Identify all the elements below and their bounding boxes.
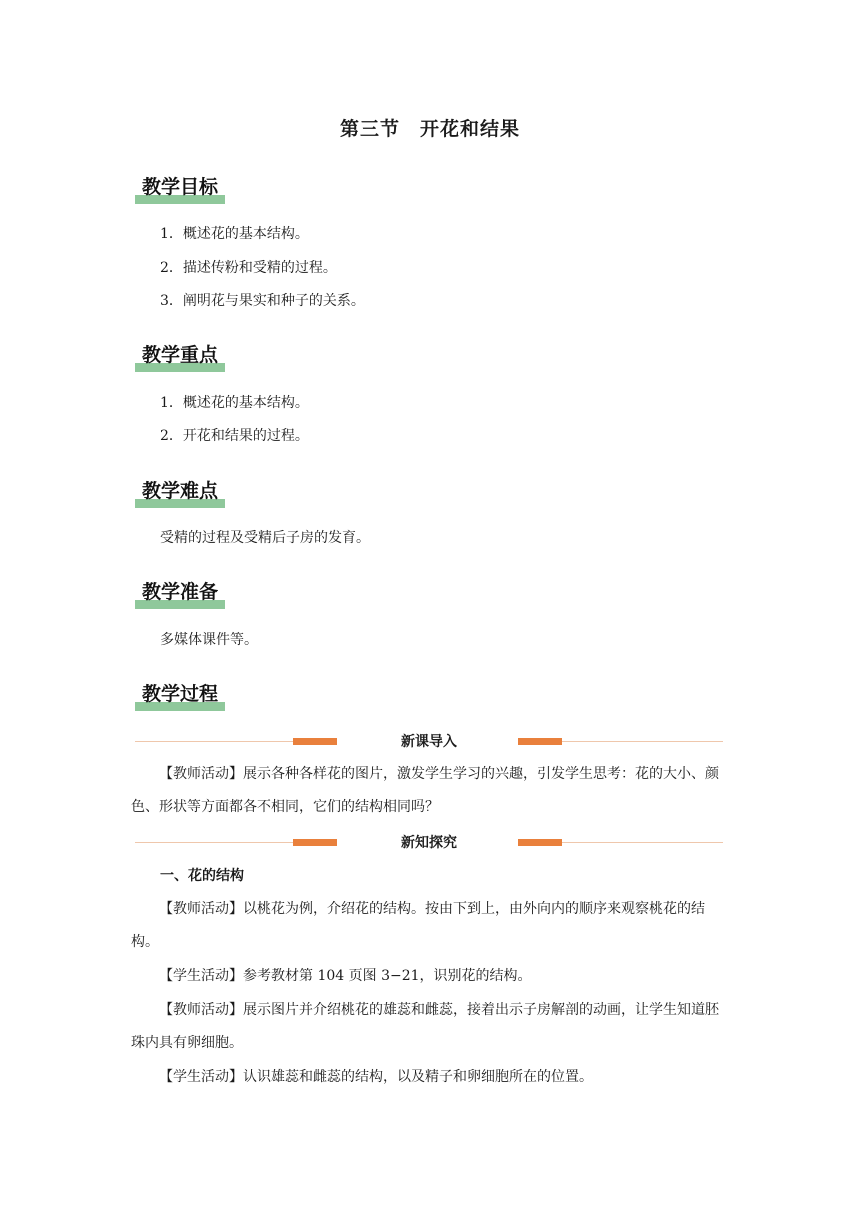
divider-rule-right [562, 741, 723, 742]
keypoint-item: 2．开花和结果的过程。 [160, 428, 309, 444]
intro-paragraph: 【教师活动】展示各种各样花的图片，激发学生学习的兴趣，引发学生思考：花的大小、颜色、形状等方面都各不相同，它们的结构相同吗？ [131, 766, 719, 815]
section-heading-text: 教学目标 [142, 176, 219, 198]
divider-block-right [518, 738, 562, 745]
section-heading-text: 教学难点 [142, 480, 219, 502]
explore-paragraph: 【学生活动】参考教材第 104 页图 3−21，识别花的结构。 [159, 968, 532, 984]
section-heading-prep [135, 579, 219, 609]
section-heading-text: 教学重点 [142, 344, 219, 366]
goal-item: 2．描述传粉和受精的过程。 [160, 260, 337, 276]
section-heading-keypoints [135, 342, 219, 372]
prep-text: 多媒体课件等。 [160, 632, 258, 648]
explore-paragraph: 【教师活动】展示图片并介绍桃花的雄蕊和雌蕊，接着出示子房解剖的动画，让学生知道胚珠内具有卵细胞。 [131, 1002, 719, 1051]
section-heading-process [135, 681, 219, 711]
divider-label: 新课导入 [401, 734, 457, 750]
explore-paragraph: 【教师活动】以桃花为例，介绍花的结构。按由下到上，由外向内的顺序来观察桃花的结构。 [131, 901, 705, 950]
goal-item: 3．阐明花与果实和种子的关系。 [160, 293, 365, 309]
subheading-flower-structure: 一、花的结构 [160, 868, 244, 884]
section-heading-text: 教学过程 [142, 683, 219, 705]
divider-intro [135, 731, 723, 753]
section-heading-goals [135, 174, 219, 204]
explore-paragraph: 【学生活动】认识雄蕊和雌蕊的结构，以及精子和卵细胞所在的位置。 [159, 1069, 593, 1085]
divider-explore [135, 832, 723, 854]
divider-rule-right [562, 842, 723, 843]
section-heading-text: 教学准备 [142, 581, 219, 603]
divider-block-right [518, 839, 562, 846]
goal-item: 1．概述花的基本结构。 [160, 226, 309, 242]
divider-label: 新知探究 [401, 835, 457, 851]
section-heading-difficulties [135, 478, 219, 508]
difficulty-text: 受精的过程及受精后子房的发育。 [160, 530, 370, 546]
page-title: 第三节 开花和结果 [339, 118, 520, 140]
keypoint-item: 1．概述花的基本结构。 [160, 395, 309, 411]
